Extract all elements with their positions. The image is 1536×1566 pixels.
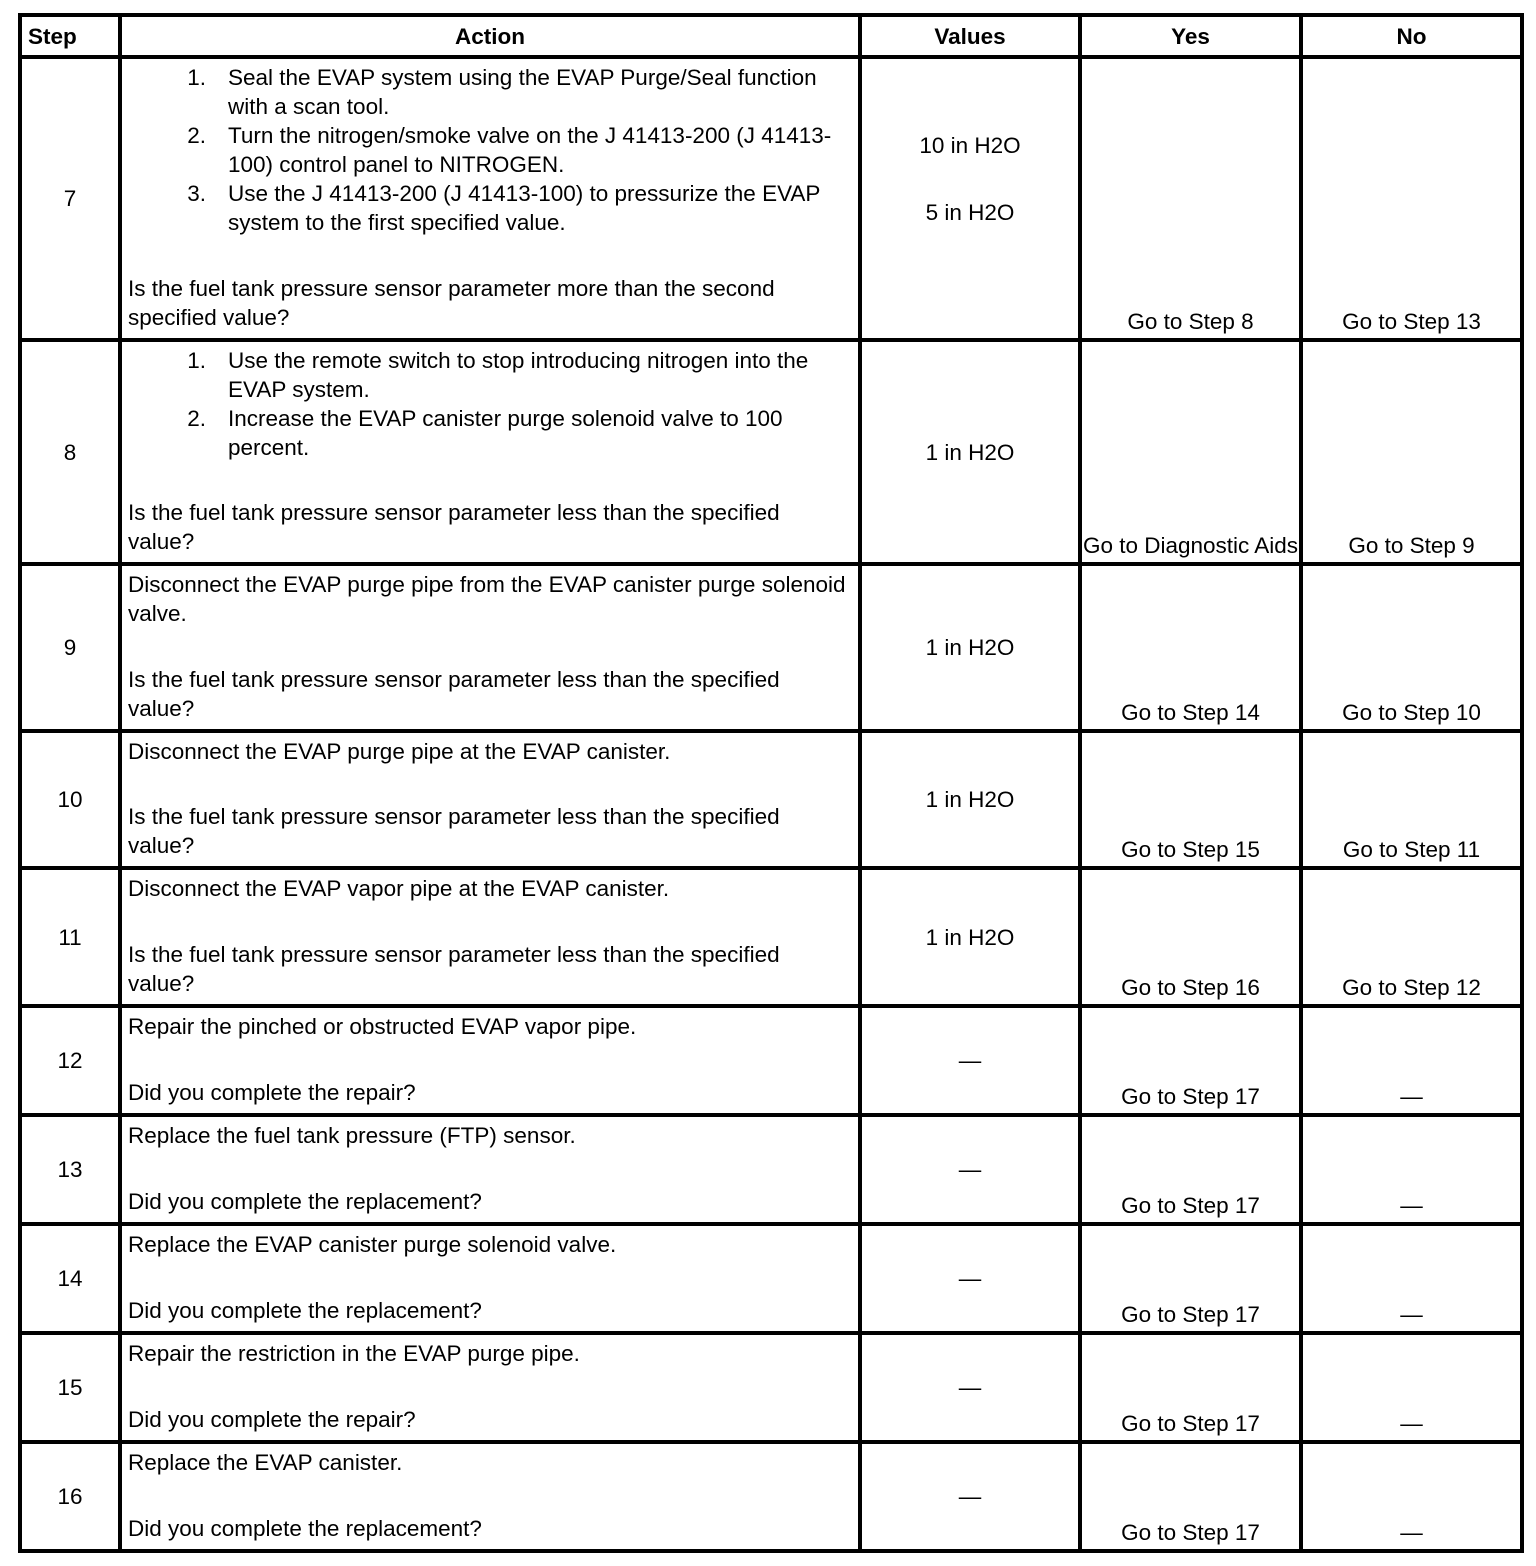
action-text: Disconnect the EVAP purge pipe at the EVAP canister. [128, 739, 671, 764]
values-cell [860, 1333, 1080, 1442]
action-content [128, 570, 852, 723]
action-content [128, 874, 852, 998]
step-number: 9 [20, 564, 120, 731]
yes-cell: Go to Step 17 [1080, 1006, 1301, 1115]
values-cell [860, 340, 1080, 564]
header-values: Values [860, 15, 1080, 57]
action-content [128, 346, 852, 556]
step-number: 7 [20, 57, 120, 340]
action-step-item [128, 346, 852, 404]
value-text: — [958, 1484, 982, 1509]
yes-cell: Go to Step 8 [1080, 57, 1301, 340]
table-row [20, 340, 1522, 564]
yes-cell: Go to Step 16 [1080, 868, 1301, 1006]
no-cell: Go to Step 9 [1301, 340, 1522, 564]
value-text: 10 in H2O [919, 132, 1021, 158]
action-text: Repair the restriction in the EVAP purge pipe. [128, 1341, 580, 1366]
table-row [20, 564, 1522, 731]
action-steps-list [128, 63, 852, 237]
action-cell [120, 868, 860, 1006]
action-step-text: Use the J 41413-200 (J 41413-100) to pressurize the EVAP system to the first specified value. [228, 181, 821, 235]
yes-cell: Go to Step 17 [1080, 1115, 1301, 1224]
action-content [128, 1230, 852, 1325]
header-step: Step [20, 15, 120, 57]
values-cell [860, 868, 1080, 1006]
table-row [20, 1115, 1522, 1224]
action-text: Replace the EVAP canister. [128, 1450, 403, 1475]
table-row [20, 57, 1522, 340]
step-number: 14 [20, 1224, 120, 1333]
yes-cell: Go to Diagnostic Aids [1080, 340, 1301, 564]
values-cell [860, 1006, 1080, 1115]
no-cell: — [1301, 1224, 1522, 1333]
values-cell [860, 731, 1080, 868]
yes-cell: Go to Step 15 [1080, 731, 1301, 868]
action-text: Disconnect the EVAP purge pipe from the EVAP canister purge solenoid valve. [128, 572, 846, 626]
action-step-text: Use the remote switch to stop introducing nitrogen into the EVAP system. [228, 348, 809, 402]
action-question: Is the fuel tank pressure sensor parameter more than the second specified value? [128, 276, 775, 330]
action-cell [120, 340, 860, 564]
action-content [128, 1448, 852, 1543]
action-text: Disconnect the EVAP vapor pipe at the EVAP canister. [128, 876, 670, 901]
action-step-item [128, 179, 852, 237]
step-number: 15 [20, 1333, 120, 1442]
action-step-item [128, 404, 852, 462]
action-step-number: 1. [187, 65, 206, 90]
table-row [20, 1006, 1522, 1115]
action-step-number: 3. [187, 181, 206, 206]
action-cell [120, 564, 860, 731]
diagnostic-table [18, 13, 1524, 1553]
yes-cell: Go to Step 14 [1080, 564, 1301, 731]
action-content [128, 737, 852, 860]
value-text: — [958, 1266, 982, 1291]
action-content [128, 1339, 852, 1434]
no-cell: Go to Step 13 [1301, 57, 1522, 340]
table-row [20, 868, 1522, 1006]
action-step-item [128, 63, 852, 121]
yes-cell: Go to Step 17 [1080, 1333, 1301, 1442]
action-content [128, 63, 852, 332]
no-cell: Go to Step 11 [1301, 731, 1522, 868]
header-yes: Yes [1080, 15, 1301, 57]
yes-cell: Go to Step 17 [1080, 1224, 1301, 1333]
table-body [20, 57, 1522, 1551]
table-row [20, 1333, 1522, 1442]
yes-cell: Go to Step 17 [1080, 1442, 1301, 1551]
table-row [20, 1442, 1522, 1551]
header-row [20, 15, 1522, 57]
action-question: Did you complete the repair? [128, 1080, 416, 1105]
table-row [20, 1224, 1522, 1333]
action-step-number: 1. [187, 348, 206, 373]
action-cell [120, 1442, 860, 1551]
action-cell [120, 1333, 860, 1442]
action-question: Did you complete the repair? [128, 1407, 416, 1432]
action-step-number: 2. [187, 123, 206, 148]
action-text: Replace the EVAP canister purge solenoid valve. [128, 1232, 617, 1257]
action-question: Is the fuel tank pressure sensor parameter less than the specified value? [128, 500, 780, 554]
step-number: 16 [20, 1442, 120, 1551]
value-text: 1 in H2O [925, 924, 1015, 950]
header-action: Action [120, 15, 860, 57]
action-question: Did you complete the replacement? [128, 1516, 482, 1541]
values-cell [860, 1115, 1080, 1224]
action-step-text: Increase the EVAP canister purge solenoid valve to 100 percent. [228, 406, 783, 460]
value-text: 1 in H2O [925, 635, 1015, 660]
no-cell: — [1301, 1115, 1522, 1224]
no-cell: — [1301, 1442, 1522, 1551]
no-cell: — [1301, 1333, 1522, 1442]
action-text: Replace the fuel tank pressure (FTP) sensor. [128, 1123, 576, 1148]
action-step-text: Seal the EVAP system using the EVAP Purge/Seal function with a scan tool. [228, 65, 817, 119]
action-content [128, 1121, 852, 1216]
value-text: 1 in H2O [925, 439, 1015, 465]
value-text: — [958, 1375, 982, 1400]
value-text: — [958, 1048, 982, 1073]
action-question: Did you complete the replacement? [128, 1298, 482, 1323]
action-content [128, 1012, 852, 1107]
values-cell [860, 1224, 1080, 1333]
no-cell: Go to Step 10 [1301, 564, 1522, 731]
action-steps-list [128, 346, 852, 462]
action-question: Is the fuel tank pressure sensor parameter less than the specified value? [128, 942, 780, 996]
action-cell [120, 1224, 860, 1333]
step-number: 11 [20, 868, 120, 1006]
no-cell: — [1301, 1006, 1522, 1115]
action-step-number: 2. [187, 406, 206, 431]
step-number: 8 [20, 340, 120, 564]
no-cell: Go to Step 12 [1301, 868, 1522, 1006]
action-question: Is the fuel tank pressure sensor parameter less than the specified value? [128, 667, 780, 721]
header-no: No [1301, 15, 1522, 57]
action-cell [120, 57, 860, 340]
action-question: Is the fuel tank pressure sensor parameter less than the specified value? [128, 804, 780, 858]
action-question: Did you complete the replacement? [128, 1189, 482, 1214]
step-number: 10 [20, 731, 120, 868]
values-cell [860, 1442, 1080, 1551]
values-cell [860, 57, 1080, 340]
step-number: 13 [20, 1115, 120, 1224]
action-step-text: Turn the nitrogen/smoke valve on the J 41413-200 (J 41413-100) control panel to NITROGEN. [228, 123, 832, 177]
value-text: 5 in H2O [925, 199, 1015, 225]
action-cell [120, 1006, 860, 1115]
action-text: Repair the pinched or obstructed EVAP vapor pipe. [128, 1014, 637, 1039]
step-number: 12 [20, 1006, 120, 1115]
value-text: — [958, 1157, 982, 1182]
action-cell [120, 1115, 860, 1224]
action-cell [120, 731, 860, 868]
action-step-item [128, 121, 852, 179]
value-text: 1 in H2O [925, 787, 1015, 812]
table-row [20, 731, 1522, 868]
values-cell [860, 564, 1080, 731]
